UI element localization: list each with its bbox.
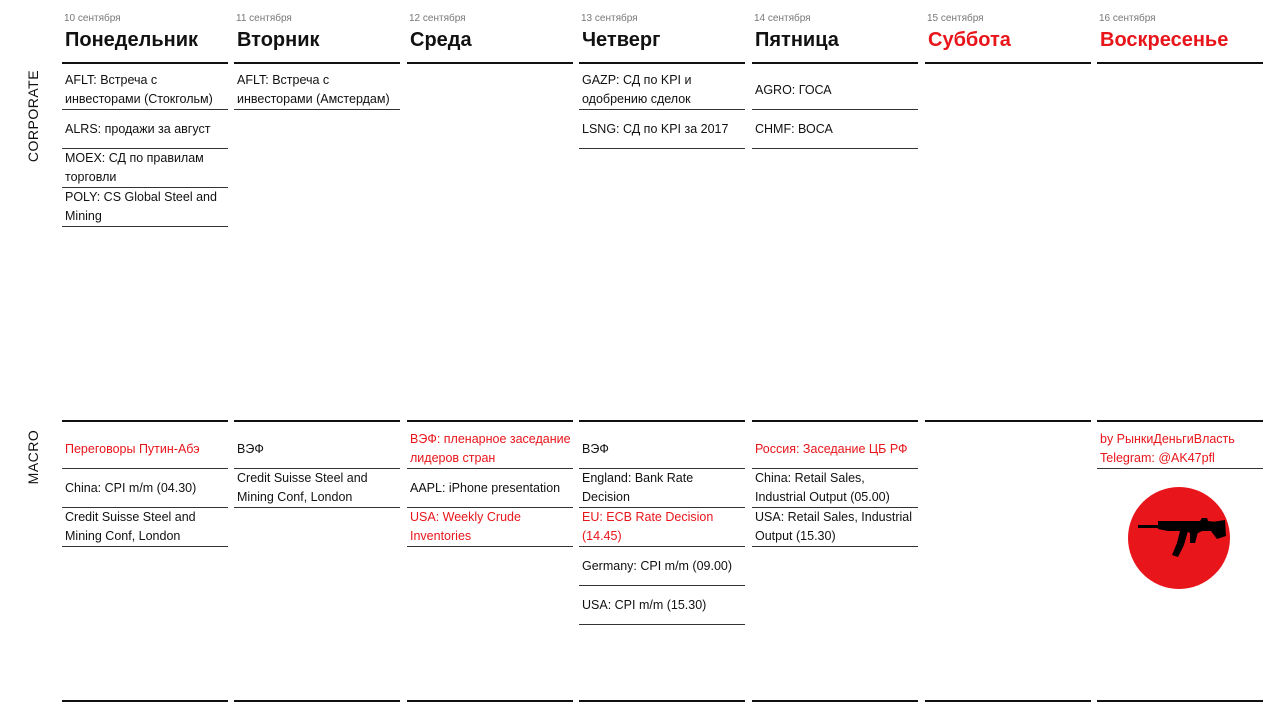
macro-event: ВЭФ: пленарное заседание лидеров стран xyxy=(407,430,573,469)
day-column xyxy=(62,0,228,716)
day-date: 13 сентября xyxy=(581,13,638,24)
macro-event: EU: ECB Rate Decision (14.45) xyxy=(579,508,745,547)
day-date: 11 сентября xyxy=(236,13,292,24)
macro-events xyxy=(579,430,745,625)
day-name: Среда xyxy=(410,29,472,51)
macro-event: AAPL: iPhone presentation xyxy=(407,469,573,508)
logo-badge xyxy=(1128,487,1230,589)
day-column xyxy=(925,0,1091,716)
section-divider xyxy=(752,700,918,702)
day-date: 12 сентября xyxy=(409,13,466,24)
macro-events xyxy=(62,430,228,547)
section-divider xyxy=(234,700,400,702)
section-divider xyxy=(62,700,228,702)
macro-event: Credit Suisse Steel and Mining Conf, London xyxy=(62,508,228,547)
section-divider xyxy=(1097,420,1263,422)
section-divider xyxy=(925,62,1091,64)
corporate-event: LSNG: СД по KPI за 2017 xyxy=(579,110,745,149)
day-name: Четверг xyxy=(582,29,661,51)
macro-event: China: CPI m/m (04.30) xyxy=(62,469,228,508)
section-divider xyxy=(407,420,573,422)
section-divider xyxy=(234,62,400,64)
section-divider xyxy=(1097,700,1263,702)
macro-event: Credit Suisse Steel and Mining Conf, London xyxy=(234,469,400,508)
section-divider xyxy=(752,420,918,422)
macro-event: ВЭФ xyxy=(579,430,745,469)
corporate-events xyxy=(62,71,228,227)
day-name: Суббота xyxy=(928,29,1011,51)
section-divider xyxy=(752,62,918,64)
day-name: Пятница xyxy=(755,29,839,51)
section-divider xyxy=(579,420,745,422)
corporate-events xyxy=(752,71,918,149)
day-column xyxy=(1097,0,1263,716)
day-column xyxy=(234,0,400,716)
macro-events xyxy=(407,430,573,547)
macro-section-label: MACRO xyxy=(25,429,41,485)
day-date: 15 сентября xyxy=(927,13,984,24)
day-column xyxy=(407,0,573,716)
macro-event: USA: Weekly Crude Inventories xyxy=(407,508,573,547)
macro-event: USA: Retail Sales, Industrial Output (15.30) xyxy=(752,508,918,547)
author-credit xyxy=(1097,430,1263,469)
section-divider xyxy=(925,700,1091,702)
section-divider xyxy=(925,420,1091,422)
section-divider xyxy=(62,62,228,64)
day-date: 16 сентября xyxy=(1099,13,1156,24)
corporate-events xyxy=(234,71,400,110)
section-divider xyxy=(234,420,400,422)
corporate-events xyxy=(579,71,745,149)
corporate-event: MOEX: СД по правилам торговли xyxy=(62,149,228,188)
corporate-event: GAZP: СД по KPI и одобрению сделок xyxy=(579,71,745,110)
macro-event: USA: CPI m/m (15.30) xyxy=(579,586,745,625)
corporate-event: ALRS: продажи за август xyxy=(62,110,228,149)
section-divider xyxy=(407,700,573,702)
section-divider xyxy=(62,420,228,422)
corporate-event: AFLT: Встреча с инвесторами (Стокгольм) xyxy=(62,71,228,110)
credit-author: by РынкиДеньгиВласть xyxy=(1100,432,1235,446)
macro-event: China: Retail Sales, Industrial Output (05.00) xyxy=(752,469,918,508)
macro-events xyxy=(752,430,918,547)
day-name: Воскресенье xyxy=(1100,29,1229,51)
macro-event: ВЭФ xyxy=(234,430,400,469)
day-name: Вторник xyxy=(237,29,320,51)
corporate-event: AGRO: ГОСА xyxy=(752,71,918,110)
macro-event: Germany: CPI m/m (09.00) xyxy=(579,547,745,586)
day-name: Понедельник xyxy=(65,29,198,51)
section-divider xyxy=(407,62,573,64)
corporate-event: CHMF: ВОСА xyxy=(752,110,918,149)
section-divider xyxy=(579,700,745,702)
macro-events xyxy=(234,430,400,508)
corporate-event: POLY: CS Global Steel and Mining xyxy=(62,188,228,227)
section-divider xyxy=(1097,62,1263,64)
macro-event: England: Bank Rate Decision xyxy=(579,469,745,508)
day-date: 14 сентября xyxy=(754,13,811,24)
day-column xyxy=(579,0,745,716)
corporate-event: AFLT: Встреча с инвесторами (Амстердам) xyxy=(234,71,400,110)
day-date: 10 сентября xyxy=(64,13,121,24)
corporate-section-label: CORPORATE xyxy=(25,69,41,163)
rifle-icon xyxy=(1128,487,1230,589)
macro-event: Переговоры Путин-Абэ xyxy=(62,430,228,469)
macro-event: Россия: Заседание ЦБ РФ xyxy=(752,430,918,469)
section-divider xyxy=(579,62,745,64)
credit-telegram: Telegram: @AK47pfl xyxy=(1100,451,1215,465)
day-column xyxy=(752,0,918,716)
